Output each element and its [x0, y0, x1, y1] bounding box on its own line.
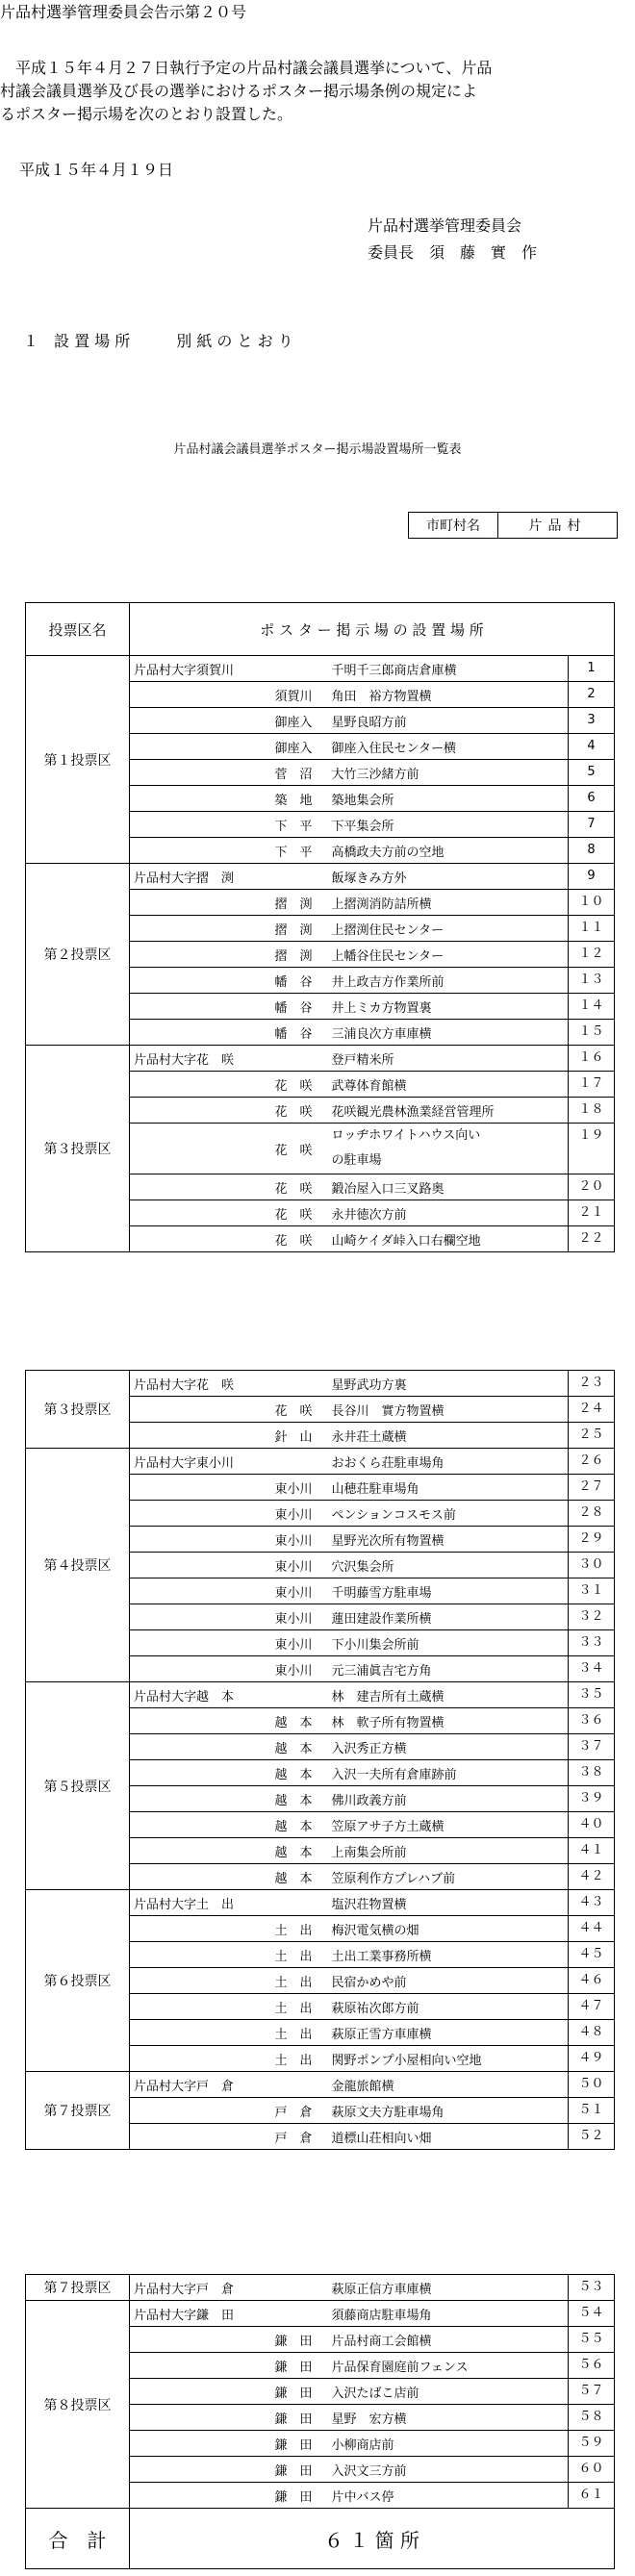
area-cell: 土 出 — [130, 1968, 326, 1994]
number-cell: ３０ — [569, 1553, 615, 1578]
number-cell: 9 — [569, 864, 615, 890]
number-cell: ２２ — [569, 1226, 615, 1252]
notice-body-line2: 村議会議員選挙及び長の選挙におけるポスター掲示場条例の規定によ — [0, 82, 478, 100]
number-cell: 2 — [569, 682, 615, 708]
area-cell: 片品村大字摺 渕 — [130, 864, 326, 890]
number-cell: ２１ — [569, 1200, 615, 1226]
number-cell: １０ — [569, 890, 615, 916]
location-cell: 蓮田建設作業所横 — [326, 1604, 569, 1630]
location-cell: 高橋政夫方前の空地 — [326, 838, 569, 864]
table-row — [26, 1449, 615, 1475]
area-cell: 下 平 — [130, 838, 326, 864]
column-header-district: 投票区名 — [26, 603, 130, 656]
poster-location-table-3 — [25, 2274, 615, 2569]
area-cell: 須賀川 — [130, 682, 326, 708]
location-cell: 片中バス停 — [326, 2483, 569, 2509]
location-cell — [326, 1124, 569, 1174]
area-cell: 土 出 — [130, 1942, 326, 1968]
location-cell: 山崎ケイダ峠入口右欄空地 — [326, 1226, 569, 1252]
location-cell: 萩原正信方車庫横 — [326, 2275, 569, 2301]
district-cell: 第６投票区 — [26, 1890, 130, 2072]
area-cell: 花 咲 — [130, 1098, 326, 1124]
location-cell: 笠原アサ子方土蔵横 — [326, 1812, 569, 1838]
number-cell: １９ — [569, 1124, 615, 1174]
location-cell: 小柳商店前 — [326, 2431, 569, 2457]
number-cell: １４ — [569, 994, 615, 1020]
location-cell: 永井荘土蔵横 — [326, 1423, 569, 1449]
area-cell: 片品村大字戸 倉 — [130, 2072, 326, 2098]
location-cell: 下小川集会所前 — [326, 1630, 569, 1656]
area-cell: 鎌 田 — [130, 2431, 326, 2457]
location-cell: 星野武功方裏 — [326, 1371, 569, 1397]
location-cell: 佛川政義方前 — [326, 1786, 569, 1812]
total-value: ６ １ 箇 所 — [130, 2509, 615, 2569]
location-cell: 千明千三郎商店倉庫横 — [326, 656, 569, 682]
area-cell: 摺 渕 — [130, 890, 326, 916]
number-cell: ４０ — [569, 1812, 615, 1838]
area-cell: 土 出 — [130, 1994, 326, 2020]
location-cell: 井上政吉方作業所前 — [326, 968, 569, 994]
number-cell: ２９ — [569, 1527, 615, 1553]
area-cell: 幡 谷 — [130, 968, 326, 994]
area-cell: 摺 渕 — [130, 942, 326, 968]
number-cell: ４７ — [569, 1994, 615, 2020]
number-cell: 7 — [569, 812, 615, 838]
area-cell: 東小川 — [130, 1501, 326, 1527]
location-cell: 入沢一夫所有倉庫跡前 — [326, 1760, 569, 1786]
area-cell: 越 本 — [130, 1708, 326, 1734]
area-cell: 片品村大字花 咲 — [130, 1046, 326, 1072]
location-cell: 武尊体育館横 — [326, 1072, 569, 1098]
municipality-box — [408, 512, 618, 539]
location-cell: 入沢たばこ店前 — [326, 2379, 569, 2405]
area-cell: 下 平 — [130, 812, 326, 838]
number-cell: １３ — [569, 968, 615, 994]
location-cell: 上南集会所前 — [326, 1838, 569, 1864]
location-cell: 山穂荘駐車場角 — [326, 1475, 569, 1501]
notice-item: １ 設 置 場 所 別 紙 の と お り — [23, 332, 293, 350]
number-cell: １６ — [569, 1046, 615, 1072]
area-cell: 御座入 — [130, 734, 326, 760]
area-cell: 東小川 — [130, 1630, 326, 1656]
location-cell: 笠原利作方プレハブ前 — [326, 1864, 569, 1890]
area-cell: 東小川 — [130, 1578, 326, 1604]
table-row — [26, 2072, 615, 2098]
area-cell: 菅 沼 — [130, 760, 326, 786]
location-line: ロッヂホワイトハウス向い — [331, 1128, 481, 1143]
area-cell: 土 出 — [130, 2046, 326, 2072]
number-cell: 4 — [569, 734, 615, 760]
district-cell: 第７投票区 — [26, 2072, 130, 2150]
location-cell: 金龍旅館横 — [326, 2072, 569, 2098]
number-cell: ５０ — [569, 2072, 615, 2098]
location-cell: 御座入住民センター横 — [326, 734, 569, 760]
table-row — [26, 2301, 615, 2327]
district-cell: 第５投票区 — [26, 1682, 130, 1890]
table-row — [26, 1682, 615, 1708]
area-cell: 鎌 田 — [130, 2379, 326, 2405]
district-cell: 第８投票区 — [26, 2301, 130, 2509]
area-cell: 片品村大字土 出 — [130, 1890, 326, 1916]
number-cell: ３９ — [569, 1786, 615, 1812]
number-cell: 8 — [569, 838, 615, 864]
number-cell: １５ — [569, 1020, 615, 1046]
location-cell: 飯塚きみ方外 — [326, 864, 569, 890]
area-cell: 片品村大字鎌 田 — [130, 2301, 326, 2327]
location-cell: 登戸精米所 — [326, 1046, 569, 1072]
number-cell: ５３ — [569, 2275, 615, 2301]
district-cell: 第３投票区 — [26, 1046, 130, 1252]
number-cell: ５５ — [569, 2327, 615, 2353]
notice-body-line3: るポスター掲示場を次のとおり設置した。 — [0, 105, 293, 123]
area-cell: 東小川 — [130, 1553, 326, 1578]
location-cell: 星野光次所有物置横 — [326, 1527, 569, 1553]
table-row — [26, 656, 615, 682]
area-cell: 越 本 — [130, 1812, 326, 1838]
location-cell: 林 建吉所有土蔵横 — [326, 1682, 569, 1708]
area-cell: 越 本 — [130, 1734, 326, 1760]
list-title: 片品村議会議員選挙ポスター掲示場設置場所一覧表 — [173, 442, 462, 457]
location-cell: 入沢秀正方横 — [326, 1734, 569, 1760]
area-cell: 鎌 田 — [130, 2405, 326, 2431]
number-cell: ４４ — [569, 1916, 615, 1942]
area-cell: 摺 渕 — [130, 916, 326, 942]
location-cell: 鍛冶屋入口三叉路奥 — [326, 1174, 569, 1200]
location-cell: 三浦良次方車庫横 — [326, 1020, 569, 1046]
area-cell: 御座入 — [130, 708, 326, 734]
number-cell: ２４ — [569, 1397, 615, 1423]
number-cell: ２０ — [569, 1174, 615, 1200]
number-cell: 5 — [569, 760, 615, 786]
number-cell: １８ — [569, 1098, 615, 1124]
district-cell: 第２投票区 — [26, 864, 130, 1046]
location-cell: 永井徳次方前 — [326, 1200, 569, 1226]
location-cell: 片品村商工会館横 — [326, 2327, 569, 2353]
number-cell: ３２ — [569, 1604, 615, 1630]
location-cell: 塩沢荘物置横 — [326, 1890, 569, 1916]
area-cell: 東小川 — [130, 1656, 326, 1682]
number-cell: ４３ — [569, 1890, 615, 1916]
table-row — [26, 1371, 615, 1397]
number-cell: ３７ — [569, 1734, 615, 1760]
location-cell: 萩原祐次郎方前 — [326, 1994, 569, 2020]
notice-title: 片品村選挙管理委員会告示第２０号 — [0, 3, 247, 21]
number-cell: 1 — [569, 656, 615, 682]
number-cell: ４５ — [569, 1942, 615, 1968]
area-cell: 東小川 — [130, 1604, 326, 1630]
total-label: 合 計 — [26, 2509, 130, 2569]
number-cell: ４９ — [569, 2046, 615, 2072]
district-cell: 第１投票区 — [26, 656, 130, 864]
table-row — [26, 1890, 615, 1916]
number-cell: 6 — [569, 786, 615, 812]
area-cell: 片品村大字戸 倉 — [130, 2275, 326, 2301]
number-cell: １７ — [569, 1072, 615, 1098]
area-cell: 鎌 田 — [130, 2457, 326, 2483]
location-cell: 長谷川 實方物置横 — [326, 1397, 569, 1423]
number-cell: ６１ — [569, 2483, 615, 2509]
area-cell: 越 本 — [130, 1838, 326, 1864]
table-row — [26, 2275, 615, 2301]
area-cell: 片品村大字越 本 — [130, 1682, 326, 1708]
area-cell: 戸 倉 — [130, 2124, 326, 2150]
area-cell: 鎌 田 — [130, 2353, 326, 2379]
location-cell: 下平集会所 — [326, 812, 569, 838]
location-cell: 入沢文三方前 — [326, 2457, 569, 2483]
location-cell: 関野ポンプ小屋相向い空地 — [326, 2046, 569, 2072]
number-cell: ５１ — [569, 2098, 615, 2124]
location-cell: 片品保育園庭前フェンス — [326, 2353, 569, 2379]
area-cell: 幡 谷 — [130, 1020, 326, 1046]
number-cell: ３６ — [569, 1708, 615, 1734]
number-cell: ５９ — [569, 2431, 615, 2457]
area-cell: 戸 倉 — [130, 2098, 326, 2124]
number-cell: ５２ — [569, 2124, 615, 2150]
number-cell: １１ — [569, 916, 615, 942]
number-cell: ５６ — [569, 2353, 615, 2379]
column-header-location: ポ ス タ ー 掲 示 場 の 設 置 場 所 — [130, 603, 615, 656]
location-cell: 萩原文夫方駐車場角 — [326, 2098, 569, 2124]
area-cell: 越 本 — [130, 1760, 326, 1786]
number-cell: ５７ — [569, 2379, 615, 2405]
municipality-label: 市町村名 — [409, 513, 498, 538]
notice-date: 平成１５年４月１９日 — [19, 161, 174, 179]
number-cell: ２６ — [569, 1449, 615, 1475]
location-cell: 星野 宏方横 — [326, 2405, 569, 2431]
number-cell: ２３ — [569, 1371, 615, 1397]
location-cell: 千明藤雪方駐車場 — [326, 1578, 569, 1604]
number-cell: ３４ — [569, 1656, 615, 1682]
number-cell: ４２ — [569, 1864, 615, 1890]
table-row — [26, 1046, 615, 1072]
number-cell: ３３ — [569, 1630, 615, 1656]
location-cell: 梅沢電気横の畑 — [326, 1916, 569, 1942]
notice-issuer: 片品村選挙管理委員会 — [368, 216, 522, 235]
area-cell: 片品村大字須賀川 — [130, 656, 326, 682]
area-cell: 越 本 — [130, 1786, 326, 1812]
location-cell: 林 軟子所有物置横 — [326, 1708, 569, 1734]
location-cell: 上幡谷住民センター — [326, 942, 569, 968]
location-cell: 大竹三沙緒方前 — [326, 760, 569, 786]
area-cell: 花 咲 — [130, 1397, 326, 1423]
location-cell: 花咲観光農林漁業経営管理所 — [326, 1098, 569, 1124]
area-cell: 土 出 — [130, 2020, 326, 2046]
area-cell: 幡 谷 — [130, 994, 326, 1020]
area-cell: 鎌 田 — [130, 2327, 326, 2353]
number-cell: １２ — [569, 942, 615, 968]
location-cell: 元三浦眞吉宅方角 — [326, 1656, 569, 1682]
table-row — [26, 864, 615, 890]
location-line: の駐車場 — [331, 1153, 382, 1168]
number-cell: ２８ — [569, 1501, 615, 1527]
poster-location-table-1 — [25, 602, 615, 1252]
area-cell: 東小川 — [130, 1527, 326, 1553]
location-cell: 井上ミカ方物置裏 — [326, 994, 569, 1020]
number-cell: ３５ — [569, 1682, 615, 1708]
district-cell: 第７投票区 — [26, 2275, 130, 2301]
location-cell: 萩原正雪方車庫横 — [326, 2020, 569, 2046]
location-cell: ペンションコスモス前 — [326, 1501, 569, 1527]
location-cell: 上摺渕消防詰所横 — [326, 890, 569, 916]
number-cell: ４６ — [569, 1968, 615, 1994]
location-cell: 角田 裕方物置横 — [326, 682, 569, 708]
notice-chair: 委員長 須 藤 實 作 — [368, 243, 538, 262]
location-cell: 民宿かめや前 — [326, 1968, 569, 1994]
district-cell: 第３投票区 — [26, 1371, 130, 1449]
area-cell: 花 咲 — [130, 1174, 326, 1200]
district-cell: 第４投票区 — [26, 1449, 130, 1682]
area-cell: 片品村大字花 咲 — [130, 1371, 326, 1397]
location-cell: 星野良昭方前 — [326, 708, 569, 734]
area-cell: 越 本 — [130, 1864, 326, 1890]
number-cell: ３１ — [569, 1578, 615, 1604]
number-cell: ５８ — [569, 2405, 615, 2431]
number-cell: ２７ — [569, 1475, 615, 1501]
number-cell: 3 — [569, 708, 615, 734]
area-cell: 片品村大字東小川 — [130, 1449, 326, 1475]
area-cell: 花 咲 — [130, 1226, 326, 1252]
number-cell: ２５ — [569, 1423, 615, 1449]
location-cell: おおくら荘駐車場角 — [326, 1449, 569, 1475]
number-cell: ３８ — [569, 1760, 615, 1786]
location-cell: 須藤商店駐車場角 — [326, 2301, 569, 2327]
location-cell: 上摺渕住民センター — [326, 916, 569, 942]
area-cell: 針 山 — [130, 1423, 326, 1449]
area-cell: 花 咲 — [130, 1072, 326, 1098]
municipality-value: 片品村 — [528, 518, 587, 534]
area-cell: 花 咲 — [130, 1124, 326, 1174]
number-cell: ４１ — [569, 1838, 615, 1864]
area-cell: 東小川 — [130, 1475, 326, 1501]
number-cell: ６０ — [569, 2457, 615, 2483]
number-cell: ４８ — [569, 2020, 615, 2046]
location-cell: 道標山荘相向い畑 — [326, 2124, 569, 2150]
poster-location-table-2 — [25, 1370, 615, 2150]
location-cell: 築地集会所 — [326, 786, 569, 812]
location-cell: 土出工業事務所横 — [326, 1942, 569, 1968]
area-cell: 鎌 田 — [130, 2483, 326, 2509]
area-cell: 土 出 — [130, 1916, 326, 1942]
number-cell: ５４ — [569, 2301, 615, 2327]
area-cell: 築 地 — [130, 786, 326, 812]
location-cell: 穴沢集会所 — [326, 1553, 569, 1578]
notice-body-line1: 平成１５年４月２７日執行予定の片品村議会議員選挙について、片品 — [0, 59, 493, 77]
area-cell: 花 咲 — [130, 1200, 326, 1226]
